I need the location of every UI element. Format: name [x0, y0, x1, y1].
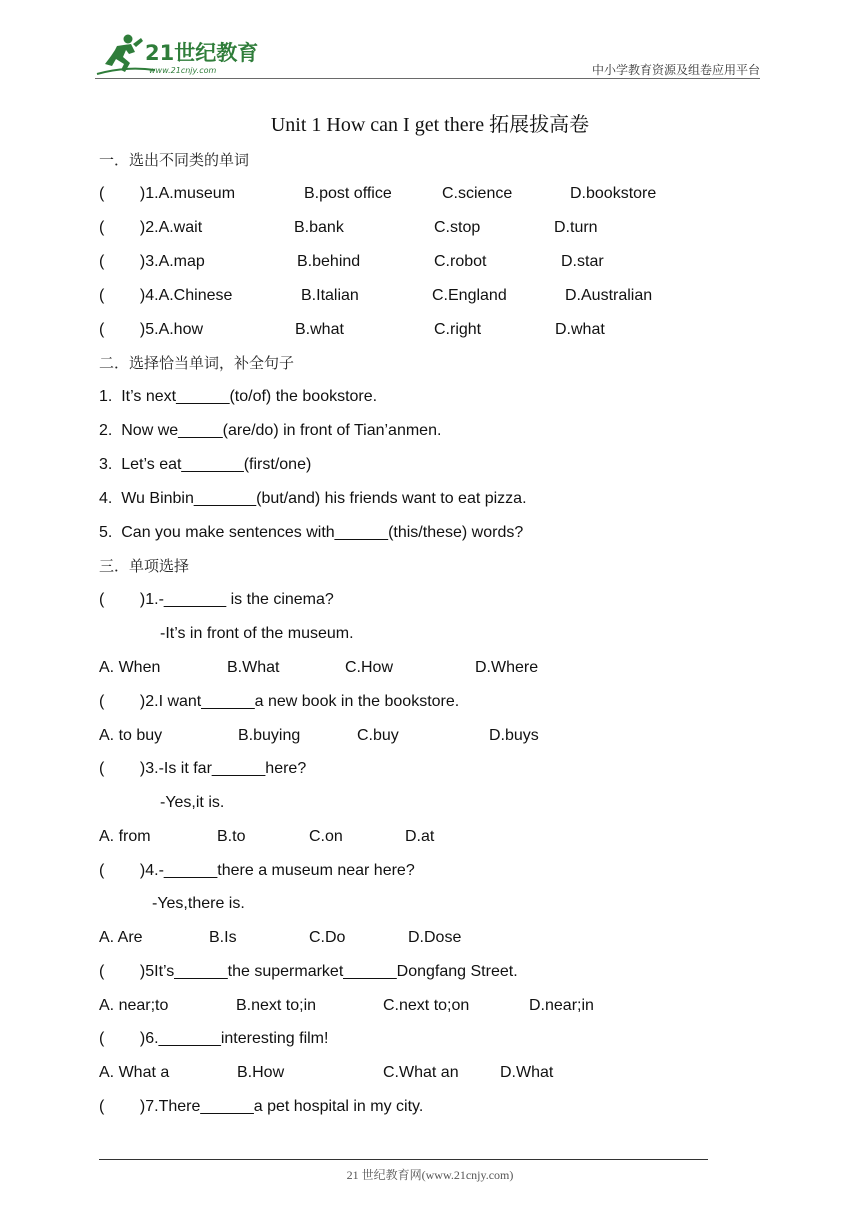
option-c: C.robot [434, 253, 487, 270]
question-text: ( )5.A.how [99, 321, 204, 338]
question-text: ( )6._______interesting film! [99, 1030, 329, 1047]
option-c: C.Do [309, 929, 346, 946]
sentence-item: 5. Can you make sentences with______(this/these) words? [99, 524, 524, 541]
sentence-item: 4. Wu Binbin_______(but/and) his friends want to eat pizza. [99, 490, 527, 507]
option-b: B.post office [304, 185, 392, 202]
option-d: D.turn [554, 219, 598, 236]
question-text: ( )4.-______there a museum near here? [99, 862, 415, 879]
option-d: D.bookstore [570, 185, 657, 202]
option-c: C.England [432, 287, 507, 304]
option-b: B.What [227, 659, 280, 676]
option-c: C.on [309, 828, 343, 845]
option-d: D.buys [489, 727, 539, 744]
option-c: C.right [434, 321, 482, 338]
question-text: ( )3.A.map [99, 253, 205, 270]
section-heading-3: 三．单项选择 [99, 557, 190, 575]
option-b: B.Italian [301, 287, 359, 304]
question-text: ( )3.-Is it far______here? [99, 760, 307, 777]
option-b: B.to [217, 828, 246, 845]
options-row [99, 926, 462, 950]
option-d: D.What [500, 1064, 554, 1081]
option-d: D.Dose [408, 929, 462, 946]
option-b: B.next to;in [236, 997, 317, 1014]
dialogue-answer: -Yes,it is. [160, 794, 225, 811]
option-d: D.at [405, 828, 435, 845]
option-c: C.stop [434, 219, 481, 236]
sentence-item: 3. Let’s eat_______(first/one) [99, 456, 312, 473]
question-text: ( )1.A.museum [99, 185, 236, 202]
option-a: A. What a [99, 1064, 170, 1081]
question-text: ( )4.A.Chinese [99, 287, 233, 304]
question-row [99, 250, 604, 274]
question-text: ( )7.There______a pet hospital in my city. [99, 1098, 424, 1115]
question-row [99, 216, 598, 240]
option-b: B.How [237, 1064, 285, 1081]
page-title: Unit 1 How can I get there 拓展拔高卷 [270, 114, 590, 136]
option-b: B.bank [294, 219, 344, 236]
option-c: C.buy [357, 727, 399, 744]
option-b: B.Is [209, 929, 237, 946]
option-d: D.near;in [529, 997, 594, 1014]
section-heading-2: 二．选择恰当单词，补全句子 [99, 354, 295, 372]
logo-text: 21世纪教育 [145, 41, 259, 65]
option-c: C.science [442, 185, 513, 202]
options-row [99, 825, 435, 849]
question-text: ( )2.A.wait [99, 219, 203, 236]
options-row [99, 1061, 554, 1085]
option-b: B.behind [297, 253, 361, 270]
options-row [99, 994, 594, 1018]
header-divider [95, 78, 760, 79]
sentence-item: 2. Now we_____(are/do) in front of Tian’anmen. [99, 422, 442, 439]
question-text: ( )2.I want______a new book in the bookstore. [99, 693, 460, 710]
option-d: D.Where [475, 659, 539, 676]
section-heading-1: 一．选出不同类的单词 [99, 151, 250, 169]
option-a: A. When [99, 659, 161, 676]
logo-url: www.21cnjy.com [149, 66, 217, 75]
option-a: A. Are [99, 929, 143, 946]
options-row [99, 724, 539, 748]
option-c: C.What an [383, 1064, 459, 1081]
option-b: B.what [295, 321, 344, 338]
options-row [99, 656, 539, 680]
option-d: D.star [561, 253, 604, 270]
option-a: A. to buy [99, 727, 163, 744]
logo [95, 30, 265, 78]
question-row [99, 284, 653, 308]
option-c: C.How [345, 659, 394, 676]
option-a: A. from [99, 828, 151, 845]
question-row [99, 182, 657, 206]
option-b: B.buying [238, 727, 301, 744]
page-footer: 21 世纪教育网(www.21cnjy.com) [346, 1168, 514, 1182]
option-d: D.Australian [565, 287, 653, 304]
page-header [95, 30, 760, 80]
option-a: A. near;to [99, 997, 169, 1014]
question-row [99, 318, 605, 342]
dialogue-answer: -It’s in front of the museum. [160, 625, 354, 642]
option-d: D.what [555, 321, 605, 338]
question-text: ( )5It’s______the supermarket______Dongfang Street. [99, 963, 518, 980]
footer-divider [99, 1159, 708, 1160]
sentence-item: 1. It’s next______(to/of) the bookstore. [99, 388, 378, 405]
dialogue-answer: -Yes,there is. [152, 895, 245, 912]
question-text: ( )1.-_______ is the cinema? [99, 591, 334, 608]
option-c: C.next to;on [383, 997, 470, 1014]
platform-label: 中小学教育资源及组卷应用平台 [591, 63, 760, 77]
